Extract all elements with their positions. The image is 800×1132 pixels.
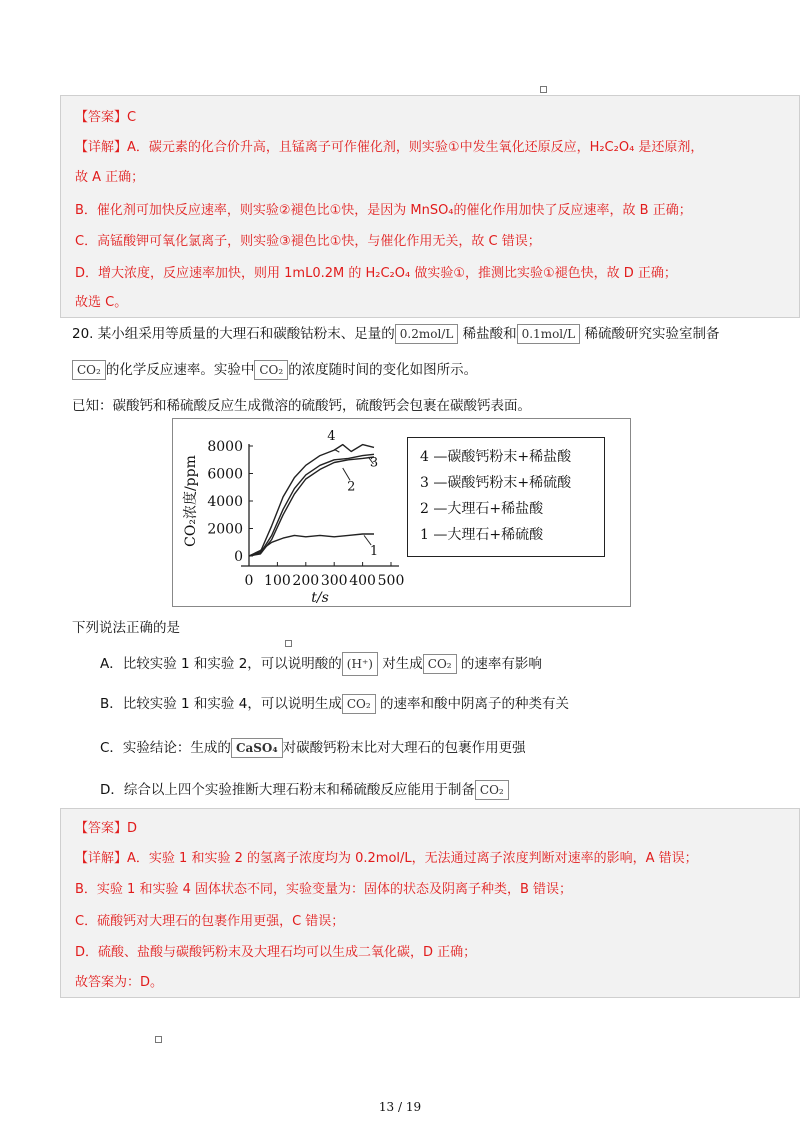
q20-text-b: 稀盐酸和 [462, 326, 517, 342]
page-number: 13 / 19 [378, 1100, 422, 1114]
option-c-text: C．实验结论：生成的 [100, 740, 231, 756]
chart-legend [407, 437, 605, 557]
question-20-known: 已知：碳酸钙和稀硫酸反应生成微溶的硫酸钙，硫酸钙会包裹在碳酸钙表面。 [72, 398, 531, 414]
formula-co2: CO₂ [423, 654, 457, 674]
option-b-text: B．比较实验 1 和实验 4，可以说明生成 [100, 696, 342, 712]
figure-co2-concentration [172, 418, 631, 607]
legend-item-4: 4 —碳酸钙粉末+稀盐酸 [420, 449, 572, 465]
answer-1-detail-line-6: 故选 C。 [75, 295, 128, 310]
option-d[interactable] [100, 778, 509, 800]
answer-1-detail-line-2: 故 A 正确； [75, 170, 145, 185]
q20-text-d: 的化学反应速率。实验中 [105, 362, 255, 378]
x-axis-label: t/s [311, 590, 329, 606]
option-a[interactable] [100, 652, 542, 676]
detail-text: A．碳元素的化合价升高，且锰离子可作催化剂，则实验①中发生氧化还原反应，H₂C₂O₄ 是还原剂， [127, 140, 704, 155]
question-20-line-1 [72, 322, 719, 344]
x-tick-label: 400 [349, 573, 376, 589]
curve-label-1: 1 [369, 544, 379, 560]
y-tick-label: 8000 [207, 439, 243, 455]
curve-label-2: 2 [347, 479, 356, 495]
option-c-text-2: 对碳酸钙粉末比对大理石的包裹作用更强 [282, 740, 526, 756]
answer-2-detail-line-2: B．实验 1 和实验 4 固体状态不同，实验变量为：固体的状态及阴离子种类，B 错误； [75, 882, 573, 897]
detail-tag: 【详解】 [75, 140, 128, 155]
y-tick-label: 6000 [207, 466, 243, 483]
option-a-text: A．比较实验 1 和实验 2，可以说明酸的 [100, 656, 342, 672]
series-line-4 [249, 445, 374, 556]
answer-2-detail-line-4: D．硫酸、盐酸与碳酸钙粉末及大理石均可以生成二氧化碳，D 正确； [75, 945, 477, 960]
detail-tag: 【详解】 [75, 851, 128, 866]
answer-1-label: 【答案】C [75, 110, 137, 125]
option-a-text-2: 对生成 [382, 656, 423, 672]
anchor-mark-bottom [155, 1036, 162, 1043]
q20-text-c: 稀硫酸研究实验室制备 [584, 326, 720, 342]
answer-1-detail-line-1 [75, 136, 703, 155]
curve-leader-4 [334, 449, 339, 452]
question-20-line-2 [72, 358, 477, 380]
x-tick-label: 500 [377, 573, 405, 589]
option-d-text: D．综合以上四个实验推断大理石粉末和稀硫酸反应能用于制备 [100, 782, 475, 798]
x-tick-label: 100 [264, 573, 291, 589]
option-b[interactable] [100, 692, 569, 714]
option-a-text-3: 的速率有影响 [460, 656, 542, 672]
formula-h-plus: (H⁺) [342, 652, 378, 676]
option-c[interactable] [100, 736, 526, 758]
answer-1-detail-line-5: D．增大浓度，反应速率加快，则用 1mL0.2M 的 H₂C₂O₄ 做实验①，推测比实验①褪色快，故 D 正确； [75, 266, 677, 281]
x-tick-label: 300 [320, 573, 348, 589]
formula-co2: CO₂ [254, 360, 288, 380]
answer-box-2 [60, 808, 800, 998]
anchor-mark-mid [285, 640, 292, 647]
q20-text-e: 的浓度随时间的变化如图所示。 [288, 362, 478, 378]
legend-item-1: 1 —大理石+稀硫酸 [420, 527, 544, 543]
formula-0.2mol-l: 0.2mol/L [395, 324, 459, 344]
option-b-text-2: 的速率和酸中阴离子的种类有关 [379, 696, 569, 712]
y-tick-label: 2000 [207, 521, 243, 538]
y-axis-label: CO₂浓度/ppm [183, 455, 199, 547]
x-tick-label: 0 [244, 573, 254, 589]
x-tick-label: 200 [292, 573, 320, 589]
answer-2-label: 【答案】D [75, 821, 138, 836]
detail-text: A．实验 1 和实验 2 的氢离子浓度均为 0.2mol/L，无法通过离子浓度判断对速率的影响，A 错误； [127, 851, 698, 866]
question-prompt: 下列说法正确的是 [72, 620, 180, 636]
formula-caso4: CaSO₄ [231, 738, 283, 758]
formula-co2: CO₂ [342, 694, 376, 714]
y-tick-label: 4000 [207, 494, 243, 510]
formula-0.1mol-l: 0.1mol/L [517, 324, 581, 344]
q20-text-a: 20. 某小组采用等质量的大理石和碳酸钴粉末、足量的 [72, 326, 395, 342]
answer-2-detail-line-3: C．硫酸钙对大理石的包裹作用更强，C 错误； [75, 914, 345, 929]
legend-item-2: 2 —大理石+稀盐酸 [420, 501, 544, 517]
formula-co2: CO₂ [72, 360, 106, 380]
y-tick-label: 0 [234, 549, 243, 565]
series-line-3 [249, 454, 374, 556]
answer-1-detail-line-3: B．催化剂可加快反应速率，则实验②褪色比①快，是因为 MnSO₄的催化作用加快了反应速率，故 B 正确； [75, 203, 692, 218]
legend-item-3: 3 —碳酸钙粉末+稀硫酸 [420, 475, 572, 491]
answer-box-1 [60, 95, 800, 318]
answer-2-detail-line-5: 故答案为：D。 [75, 975, 164, 990]
answer-1-detail-line-4: C．高锰酸钾可氧化氯离子，则实验③褪色比①快，与催化作用无关，故 C 错误； [75, 234, 541, 249]
curve-label-3: 3 [369, 455, 379, 471]
answer-2-detail-line-1 [75, 847, 698, 866]
formula-co2: CO₂ [475, 780, 509, 800]
anchor-mark-top [540, 86, 547, 93]
curve-label-4: 4 [327, 429, 336, 444]
series-line-1 [249, 534, 374, 556]
